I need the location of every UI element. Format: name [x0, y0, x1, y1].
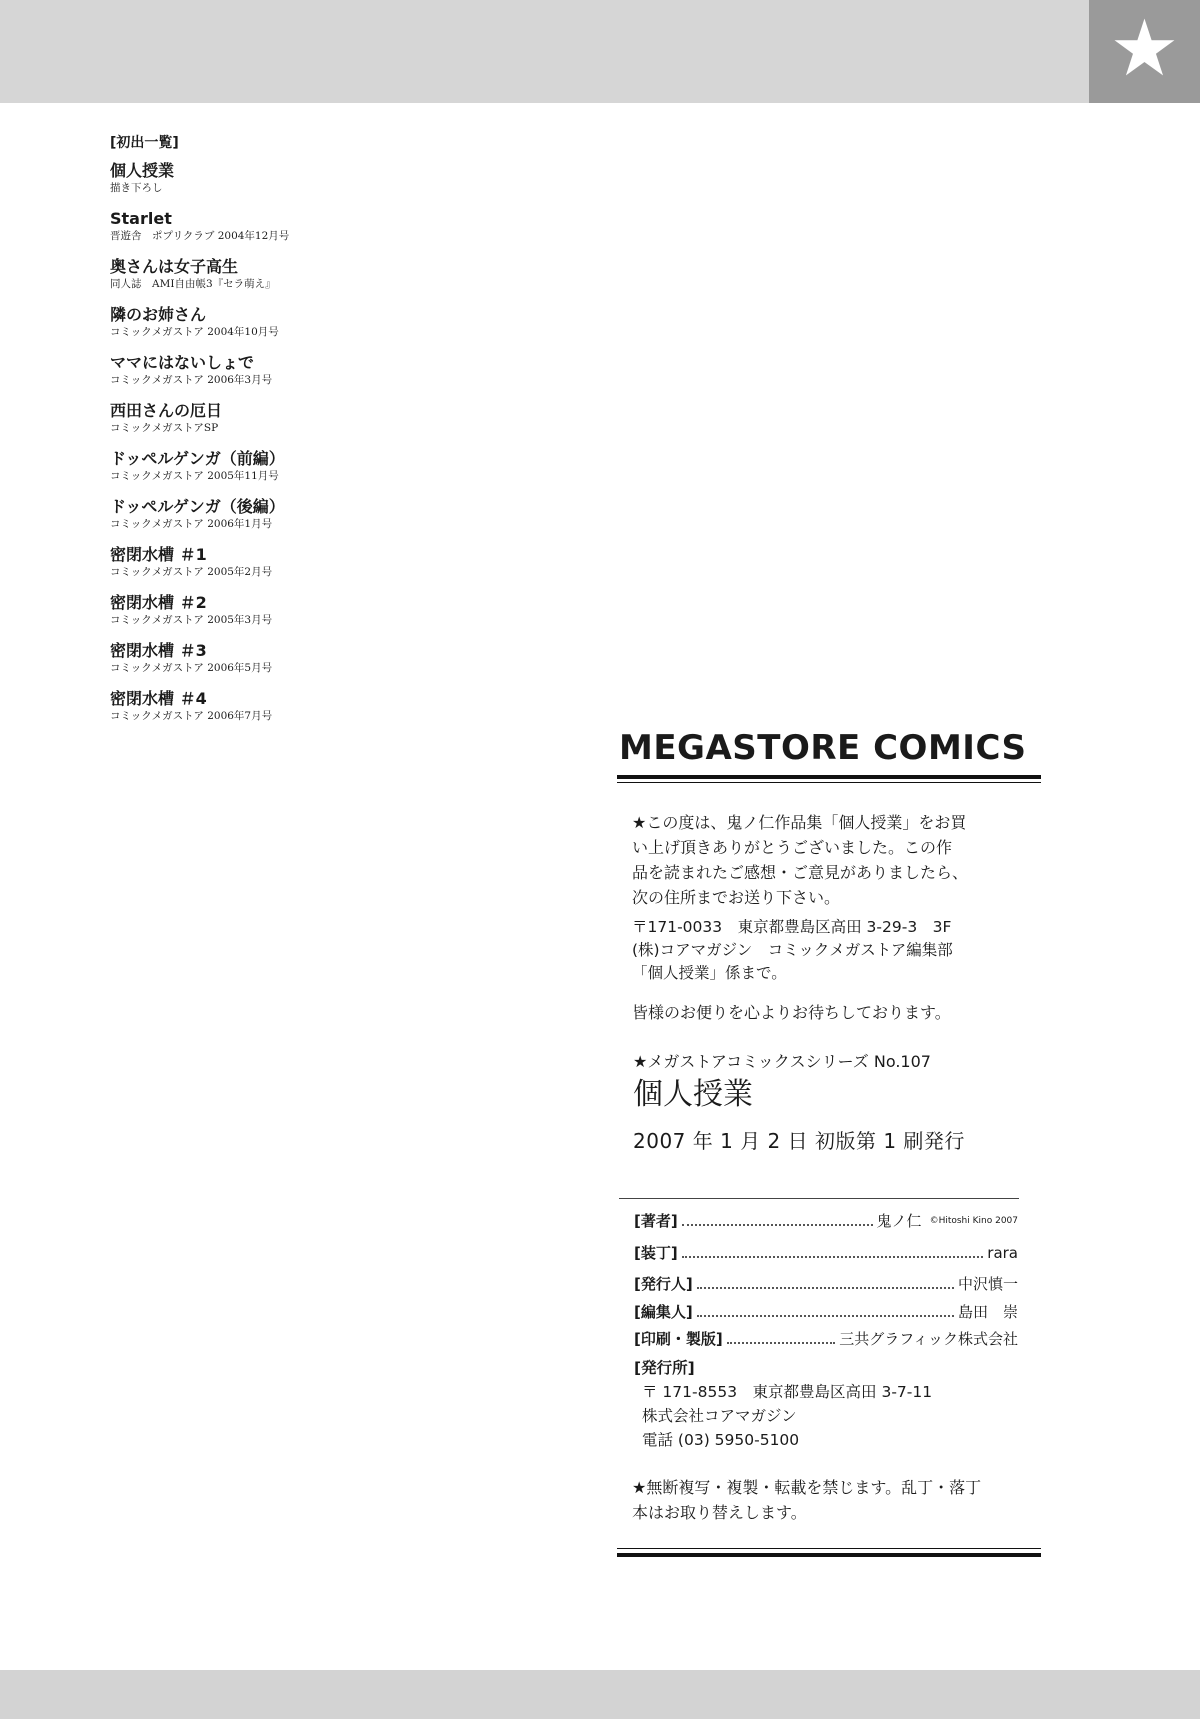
warning-line: ★無断複写・複製・転載を禁じます。乱丁・落丁: [632, 1478, 982, 1497]
list-entry: [110, 544, 530, 579]
brand-logo: MEGASTORE COMICS: [619, 728, 1027, 768]
copyright-warning: [632, 1475, 1032, 1525]
credit-role: [装丁]: [634, 1244, 678, 1262]
bottom-band: [0, 1670, 1200, 1719]
entry-title: 個人授業: [110, 161, 175, 180]
address-line: 「個人授業」係まで。: [632, 964, 787, 982]
star-icon: ★: [1109, 4, 1180, 94]
list-entry: [110, 160, 530, 195]
list-entry: [110, 640, 530, 675]
reader-notice: [632, 810, 1032, 910]
publisher-phone: 電話 (03) 5950-5100: [642, 1431, 800, 1449]
entry-source: コミックメガストア 2004年10月号: [110, 326, 279, 338]
credit-role: [著者]: [634, 1212, 678, 1230]
credit-row: [634, 1210, 1018, 1232]
entry-source: 同人誌 AMI自由帳3『セラ萌え』: [110, 278, 276, 290]
notice-line: い上げ頂きありがとうございました。この作: [632, 838, 953, 857]
publisher-company: 株式会社コアマガジン: [642, 1407, 797, 1425]
notice-line: 品を読まれたご感想・ご意見がありましたら、: [632, 863, 969, 882]
entry-title: 西田さんの厄日: [110, 401, 223, 420]
address-line: (株)コアマガジン コミックメガストア編集部: [632, 941, 953, 959]
series-label: ★メガストアコミックスシリーズ No.107: [633, 1052, 931, 1071]
leader-dots: [697, 1314, 954, 1317]
divider: [617, 782, 1041, 783]
divider: [617, 1553, 1041, 1557]
entry-source: コミックメガストア 2006年3月号: [110, 374, 273, 386]
entry-title: 密閉水槽 ＃1: [110, 545, 207, 564]
entry-source: コミックメガストア 2006年1月号: [110, 518, 273, 530]
credit-role: [印刷・製版]: [634, 1330, 723, 1348]
entry-source: 晋遊舎 ポプリクラブ 2004年12月号: [110, 230, 290, 242]
leader-dots: [682, 1223, 873, 1226]
publisher-address: 〒 171-8553 東京都豊島区高田 3-7-11: [642, 1383, 933, 1401]
divider: [617, 1548, 1041, 1549]
list-entry: [110, 400, 530, 435]
list-entry: [110, 352, 530, 387]
entry-source: コミックメガストア 2006年7月号: [110, 710, 273, 722]
notice-line: ★この度は、鬼ノ仁作品集「個人授業」をお買: [632, 813, 967, 832]
entry-title: 隣のお姉さん: [110, 305, 207, 324]
entry-source: コミックメガストア 2005年2月号: [110, 566, 273, 578]
credit-name: 島田 崇: [957, 1303, 1018, 1321]
credit-row: [634, 1273, 1018, 1295]
entry-title: ママにはないしょで: [110, 353, 255, 372]
publisher-block: [634, 1356, 932, 1452]
leader-dots: [682, 1255, 984, 1258]
list-entry: [110, 256, 530, 291]
entry-title: 密閉水槽 ＃3: [110, 641, 207, 660]
credit-name: rara: [987, 1244, 1018, 1262]
warning-line: 本はお取り替えします。: [632, 1503, 807, 1522]
entry-title: Starlet: [110, 209, 172, 228]
credit-role: [編集人]: [634, 1303, 693, 1321]
entry-source: コミックメガストアSP: [110, 422, 219, 434]
credit-row: [634, 1242, 1018, 1264]
list-entry: [110, 208, 530, 243]
edition-date: 2007 年 1 月 2 日 初版第 1 刷発行: [633, 1129, 965, 1153]
credit-row: [634, 1328, 1018, 1350]
closing-message: 皆様のお便りを心よりお待ちしております。: [632, 1003, 951, 1022]
leader-dots: [727, 1341, 835, 1344]
credit-name: 三共グラフィック株式会社: [839, 1330, 1018, 1348]
divider: [617, 775, 1041, 779]
entry-source: コミックメガストア 2005年11月号: [110, 470, 279, 482]
entry-title: 密閉水槽 ＃4: [110, 689, 207, 708]
credit-role: [発行人]: [634, 1275, 693, 1293]
list-entry: [110, 448, 530, 483]
publisher-role: [発行所]: [634, 1359, 695, 1377]
leader-dots: [697, 1286, 954, 1289]
list-entry: [110, 688, 530, 723]
entry-title: ドッペルゲンガ（後編）: [110, 497, 285, 516]
list-entry: [110, 304, 530, 339]
credit-name: 中沢慎一: [957, 1275, 1018, 1293]
entry-source: コミックメガストア 2005年3月号: [110, 614, 273, 626]
mail-address: [632, 916, 1032, 985]
divider: [619, 1198, 1019, 1199]
entry-title: 密閉水槽 ＃2: [110, 593, 207, 612]
copyright-notice: ©Hitoshi Kino 2007: [929, 1216, 1018, 1226]
notice-line: 次の住所までお送り下さい。: [632, 888, 841, 907]
book-title: 個人授業: [633, 1077, 753, 1112]
list-heading: [初出一覧]: [110, 135, 179, 151]
address-line: 〒171-0033 東京都豊島区高田 3-29-3 3F: [632, 918, 952, 936]
first-appearances-list: [110, 132, 530, 736]
entry-title: ドッペルゲンガ（前編）: [110, 449, 285, 468]
corner-tab: [1089, 0, 1200, 103]
entry-source: コミックメガストア 2006年5月号: [110, 662, 273, 674]
entry-title: 奥さんは女子高生: [110, 257, 239, 276]
entry-source: 描き下ろし: [110, 182, 163, 194]
list-entry: [110, 592, 530, 627]
credit-name: 鬼ノ仁: [876, 1212, 922, 1230]
credit-row: [634, 1301, 1018, 1323]
top-band: [0, 0, 1200, 103]
list-entry: [110, 496, 530, 531]
